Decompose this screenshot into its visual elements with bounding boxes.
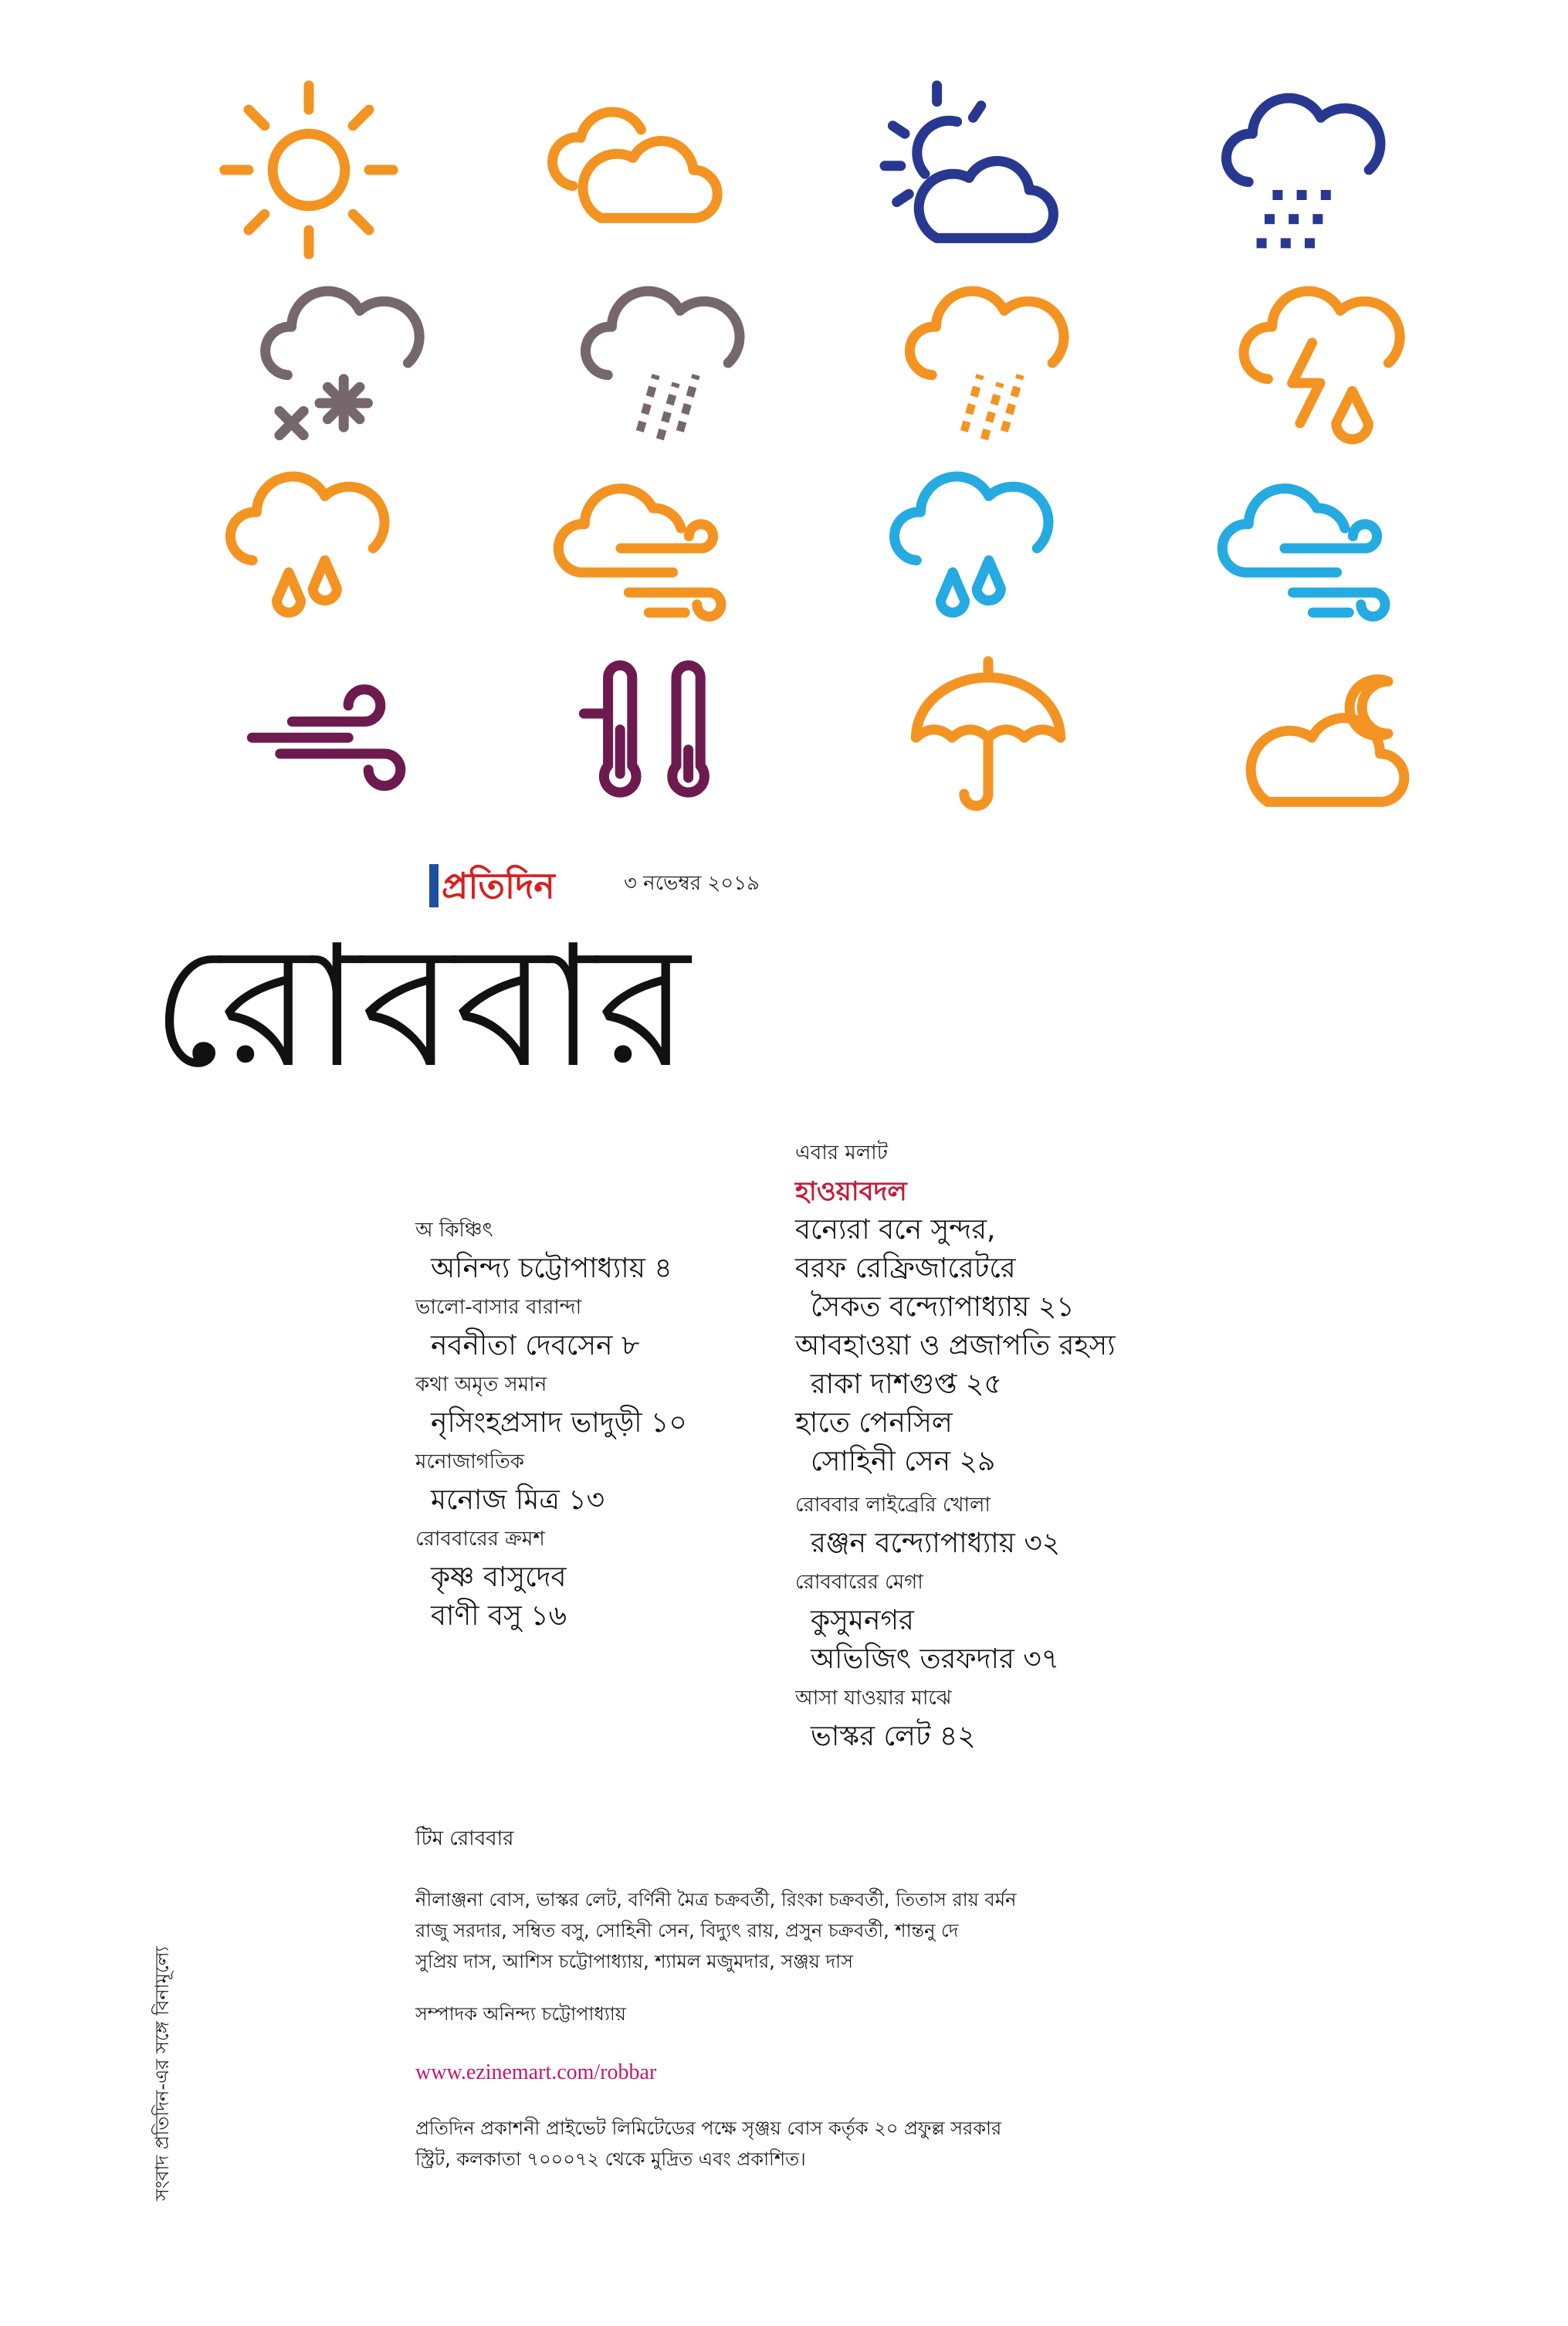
contents-entry: অভিজিৎ তরফদার ৩৭ [811,1643,1060,1675]
contents-left [415,1211,848,1636]
cloud-icon [533,70,733,270]
team-heading: টিম রোববার [415,1827,514,1850]
contents-section: মনোজাগতিক [415,1450,524,1473]
contents-section: রোববার লাইব্রেরি খোলা [795,1494,991,1517]
contents-section: রোববারের মেগা [795,1571,923,1594]
contents-entry: কৃষ্ণ বাসুদেব [431,1561,567,1593]
brand-name: প্রতিদিন [442,865,555,907]
sun-behind-cloud-icon [865,70,1065,270]
cloud-raindrops-blue-icon [872,448,1073,649]
team-line: সুপ্রিয় দাস, আশিস চট্টোপাধ্যায়, শ্যামল মজুমদার, সঞ্জয় দাস [415,1951,853,1972]
imprint-line: স্ট্রিট, কলকাতা ৭০০০৭২ থেকে মুদ্রিত এবং প্রকাশিত। [415,2148,806,2170]
cover-entry: সোহিনী সেন ২৯ [811,1446,996,1477]
website-link[interactable]: www.ezinemart.com/robbar [415,2060,657,2084]
contents-entry: মনোজ মিত্র ১৩ [431,1484,605,1516]
contents-entry: অনিন্দ্য চট্টোপাধ্যায় ৪ [431,1253,672,1284]
sun-icon [208,70,409,270]
cloud-snowflake-icon [239,263,440,463]
contents-section: রোববারের ক্রমশ [415,1527,545,1551]
contents-section: ভালো-বাসার বারান্দা [415,1296,582,1319]
cloud-drizzle-icon [888,263,1089,463]
editor-credit: সম্পাদক অনিন্দ্য চট্টোপাধ্যায় [415,2003,626,2025]
team-block [415,1822,1187,1977]
contents-entry: নবনীতা দেবসেন ৮ [431,1330,640,1361]
team-line: রাজু সরদার, সম্বিত বসু, সোহিনী সেন, বিদ্যুৎ রায়, প্রসুন চক্রবর্তী, শান্তনু দে [415,1920,959,1941]
cover-title: হাওয়াবদল [795,1176,907,1207]
contents-entry: নৃসিংহপ্রসাদ ভাদুড়ী ১০ [431,1407,687,1439]
cloud-thunder-rain-icon [1220,263,1421,463]
cover-entry: রাকা দাশগুপ্ত ২৫ [811,1368,1002,1400]
contents-entry: রঞ্জন বন্দ্যোপাধ্যায় ৩২ [811,1527,1061,1559]
team-line: নীলাঞ্জনা বোস, ভাস্কর লেট, বর্ণিনী মৈত্র চক্রবর্তী, রিংকা চক্রবর্তী, তিতাস রায় বর্মন [415,1889,1017,1911]
cover-entry: আবহাওয়া ও প্রজাপতি রহস্য [795,1330,1116,1361]
brand-stripe [429,864,439,907]
contents-right [795,1134,1228,1756]
thermometer-icon [556,633,757,834]
cover-entry: বন্যেরা বনে সুন্দর, [795,1214,996,1246]
issue-date: ৩ নভেম্বর ২০১৯ [624,872,760,895]
imprint [415,2113,1187,2175]
cloud-rain-icon [564,263,764,463]
contents-section: কথা অমৃত সমান [415,1373,547,1396]
masthead-title: রোববার [151,910,690,1105]
umbrella-icon [888,633,1089,834]
contents-section: অ কিঞ্চিৎ [415,1219,493,1242]
contents-entry: কুসুমনগর [811,1605,914,1636]
imprint-line: প্রতিদিন প্রকাশনী প্রাইভেট লিমিটেডের পক্ষে সৃঞ্জয় বোস কর্তৃক ২০ প্রফুল্ল সরকার [415,2117,1002,2139]
cloud-wind-blue-icon [1204,448,1405,649]
vertical-credit: সংবাদ প্রতিদিন-এর সঙ্গে বিনামূল্যে [151,1946,173,2201]
contents-entry: বাণী বসু ১৬ [431,1600,567,1632]
contents-section: আসা যাওয়ার মাঝে [795,1687,952,1710]
cover-entry: বরফ রেফ্রিজারেটরে [795,1253,1016,1284]
wind-icon [224,633,425,834]
cloud-wind-icon [540,448,741,649]
cloud-raindrops-icon [208,448,409,649]
brand-logo [429,863,555,908]
cover-label: এবার মলাট [795,1141,888,1165]
cover-entry: হাতে পেনসিল [795,1407,953,1439]
cloud-snow-shower-icon [1204,70,1405,270]
cover-entry: সৈকত বন্দ্যোপাধ্যায় ২১ [811,1291,1075,1323]
contents-entry: ভাস্কর লেট ৪২ [811,1721,976,1752]
cloud-moon-icon [1228,633,1428,834]
